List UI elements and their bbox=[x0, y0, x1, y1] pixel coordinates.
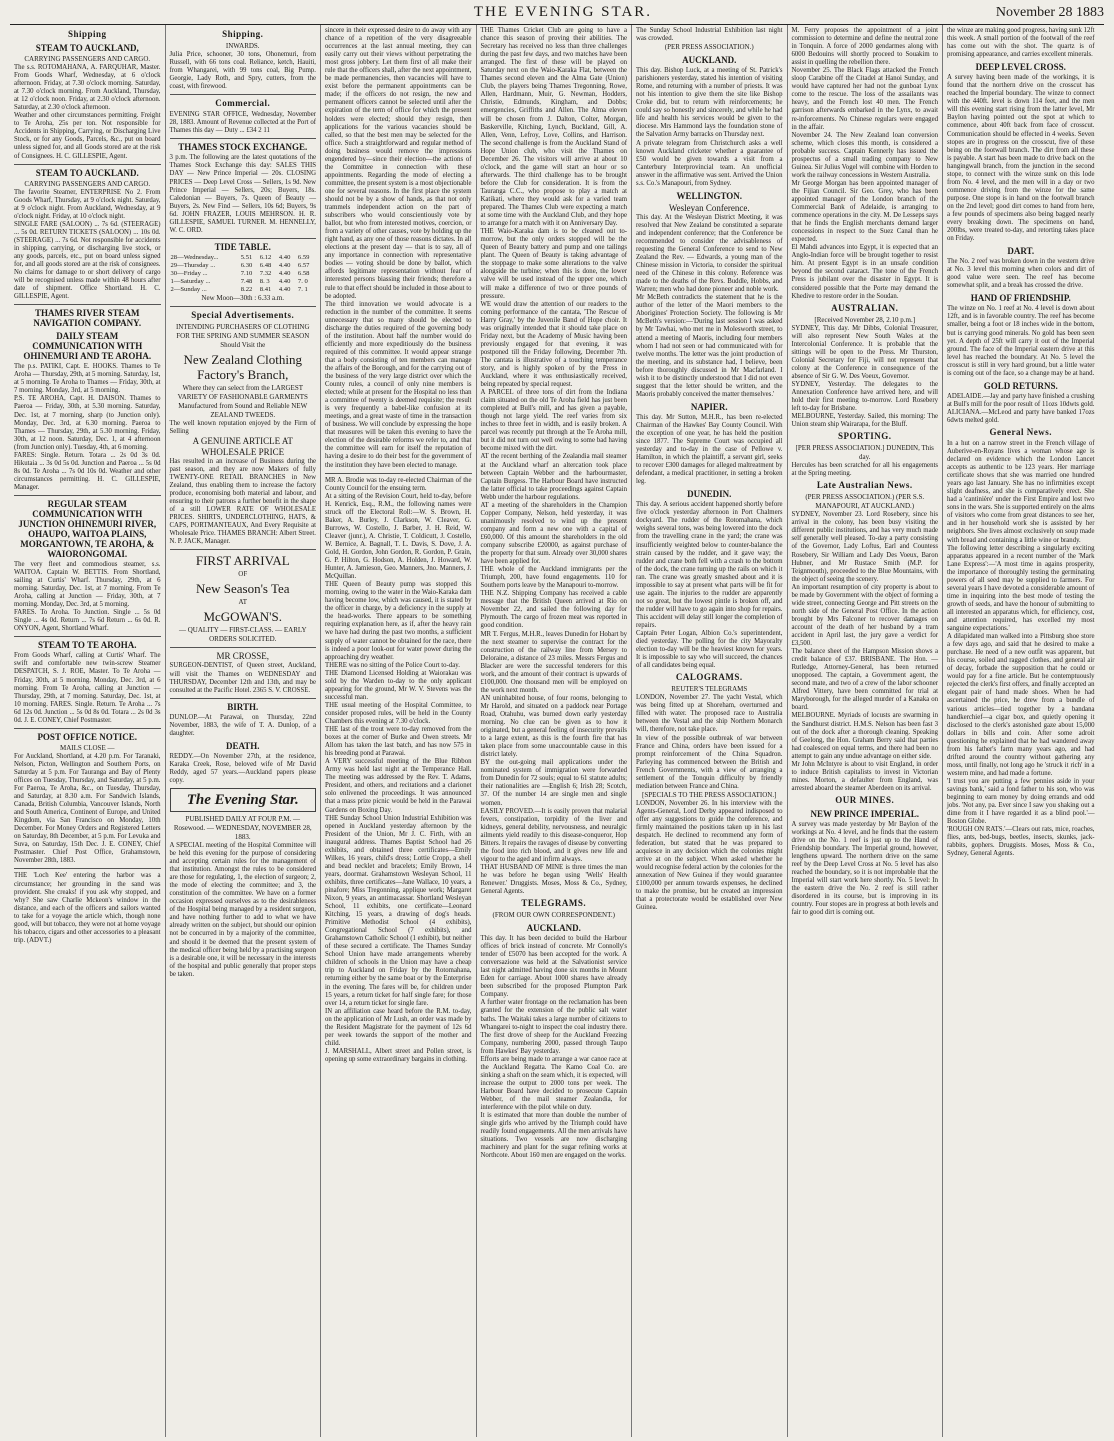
section-heading: Shipping. bbox=[222, 29, 264, 39]
article-paragraph: In a hut on a narrow street in the French village of Auberive-en-Royans lives a woman whose age is declared on evidence which the London Lancet accepts as authentic to be 123 years. Her marriage certificate shows that she was married one hundred years ago last January. She has no infirmities except slight deafness, and she is comparatively erect. She had a 'cantinière' under the First Empire and lost two sons in the wars. She is supported entirely on the alms of visitors who come from great distances to see her, and in her household work she is assisted by her neighbors. She lives almost exclusively on soup made with bread and containing a little wine or brandy. bbox=[947, 439, 1095, 544]
article-paragraph: THE Queen of Beauty pump was stopped this morning, owing to the water in the Waio-Karaka dam having become low, which was caused, it is stated by the officer in charge, by a deficiency in the supply at the head-works. There appears to be something requiring explanation here, as if, after the heavy rain we have had during the past two months, a sufficient supply of water cannot be obtained for the race, there is indeed a poor look-out for water power during the approaching dry weather. bbox=[325, 581, 472, 661]
article-paragraph: REDDY.—On November 27th, at the residence, Karaka Creek, Rose, beloved wife of Mr David Reddy, aged 57 years.—Auckland papers please copy. bbox=[169, 752, 316, 784]
article-paragraph: FARES: Single. Return. Totara ... 2s 0d 3s 0d. Hikutaia ... 3s 0d 5s 0d. Junction and Paeroa ... 5s 0d 8s 0d. Te Aroha ... 7s 0d 10s 0d. Weather and other circumstances permitting. H. C. GILLESPIE, Manager. bbox=[14, 451, 161, 491]
article-paragraph: Mr John McIntyre is about to visit England, in order to induce British capitalists to invest in Victorian mines. Morton, a defaulter from England, was arrested aboard the steamer Aberdeen on its arrival. bbox=[791, 760, 938, 792]
column-4 bbox=[477, 25, 633, 1437]
paper-nameplate: The Evening Star. bbox=[170, 788, 317, 812]
article-paragraph: SYDNEY, November 23. Lord Rosebery, since his arrival in the colony, has been busy visiting the different public institutions, and has very much made self generally well pleased. To-day a party consisting of the Governor, Lady Loftus, Earl and Countess Rosebery, Sir William and Lady Des Voeux, Baron Hubner, and Mr Rustace Smith (M.P. for Teignmouth), proceeded to the Blue Mountains, with the object of seeing the scenery. bbox=[791, 511, 938, 583]
article-paragraph: 'ROUGH ON RATS.'—Clears out rats, mice, roaches, flies, ants, bed-bugs, beetles, insects, skunks, jack-rabbits, gophers. Druggists. Moses, Moss & Co., Sydney, General Agents. bbox=[947, 826, 1095, 858]
lead-text: PUBLISHED DAILY AT FOUR P.M. — Rosewood. — WEDNESDAY, NOVEMBER 28, 1883. bbox=[173, 814, 312, 841]
article-title: THAMES STOCK EXCHANGE. bbox=[178, 142, 308, 153]
article-title: REGULAR STEAM COMMUNICATION WITH JUNCTION OHINEMURI RIVER, OHAUPO, WAITOA PLAINS, MORGANTOWN, TE AROHA, & WAIORONGOMAI. bbox=[18, 498, 157, 559]
table-cell: 8.41 bbox=[259, 285, 272, 293]
article-title: DAILY STEAM COMMUNICATION WITH OHINEMURI AND TE AROHA. bbox=[23, 331, 152, 362]
article-title: GOLD RETURNS. bbox=[983, 380, 1058, 391]
column-6 bbox=[788, 25, 944, 1437]
column-rule bbox=[170, 549, 317, 550]
table-cell: 6.59 bbox=[297, 253, 310, 261]
column-rule bbox=[170, 698, 317, 699]
article-paragraph: This day. It has been decided to build the Harbour offices of brick instead of concrete. Mr Connolly's tender of £5070 has been accepted for the work. A conversazione was held at the Salvationist service last night admitted having done six months in Mount Eden for carriage. About 1000 shares have already been subscribed for the proposed Plumpton Park Company. bbox=[480, 935, 627, 999]
article-paragraph: El Mahdi advances into Egypt, it is expected that an Anglo-Indian force will be brought together to resist him. At present Egypt is in an unsafe condition beyond the second cataract. The tone of the French Press is jubilant over the disaster in Egypt. It is considered possible that the Porte may demand the Khedive to restore order in the Soudan. bbox=[791, 244, 938, 300]
table-cell: 4.40 bbox=[278, 285, 291, 293]
article-title: DEATH. bbox=[225, 740, 260, 751]
lead-text: (PER PRESS ASSOCIATION.) (PER S.S. MANAPOURI, AT AUCKLAND.) bbox=[805, 493, 925, 511]
table-cell: 29—Thursday ... bbox=[170, 261, 216, 269]
column-rule bbox=[170, 94, 317, 95]
table-cell: 4.40 bbox=[278, 261, 291, 269]
tide-note: New Moon—30th : 6.33 a.m. bbox=[201, 293, 285, 302]
column-container bbox=[10, 25, 1104, 1437]
lead-text: MAILS CLOSE — bbox=[60, 743, 115, 752]
article-paragraph: LONDON, November 27. The yacht Vestal, which was being fitted up at Shoreham, overturned and filled with water. The proposed race to Australia between the Vestal and the ship Northern Monarch will, therefore, not take place. bbox=[636, 694, 783, 734]
article-title: TIDE TABLE. bbox=[214, 241, 271, 252]
lead-text: REUTER'S TELEGRAMS bbox=[671, 685, 748, 694]
article-paragraph: At a sitting of the Revision Court, held to-day, before H. Kenrick, Esq., R.M., the following names were struck off the Electoral Roll:—W. S. Brown, H. Baker, A. Burley, J. Clarkson, W. Cleaver, G. Burrows, W. Costello, J. Barber, J. H. Reid, W. Cleaver (junr.), A. Christie, T. Coldicutt, J. Costello, W. Bernice, A. Bagnall, T. L. Davis, S. Dove, J. A. Gold, H. Gordon, John Gordon, R. Gordon, P. Grain, G. P. Hilton, G. Hodson, A. Holden, J. Howard, W. Hunter, A. Jamieson, Geo. Manners, Jno. Manners, J. McQuillan. bbox=[325, 492, 472, 581]
article-paragraph: The p.s. PATIKI, Capt. E. HOOKS. Thames to Te Aroha — Thursday, 29th, at 5 morning. Saturday, 1st, at 5 morning. Te Aroha to Thames — Friday, 30th, at 7 morning. Monday, 3rd, at 5 morning. bbox=[14, 363, 161, 395]
newspaper-title: THE EVENING STAR. bbox=[473, 4, 653, 20]
lead-text: AT bbox=[238, 598, 248, 607]
article-title: NAPIER. bbox=[690, 401, 728, 412]
article-title: AUCKLAND. bbox=[526, 923, 581, 934]
column-rule bbox=[170, 647, 317, 648]
table-cell: 8.22 bbox=[240, 285, 253, 293]
article-paragraph: IN an affiliation case heard before the R.M. to-day, on the application of Mr Lush, an order was made by the Resident Magistrate for the payment of 12s 6d per week towards the support of the mother and child. bbox=[325, 1007, 472, 1047]
article-title: AUCKLAND. bbox=[682, 55, 737, 66]
article-paragraph: Hercules has been scratched for all his engagements at the Spring meeting. bbox=[791, 462, 938, 478]
lead-text: (PER PRESS ASSOCIATION.) bbox=[664, 43, 754, 52]
table-cell: 1—Saturday ... bbox=[170, 277, 211, 285]
article-paragraph: The third innovation we would advocate is a reduction in the number of the committee. It seems unnecessary that so many should be elected to discharge the duties required of the governing body of the institution. About half the number would do efficiently and more expeditiously do the business required of this committee. It would appear strange that a body consisting of ten members can manage the affairs of the Borough, and for the carrying out of the business of the very large district over which the County rules, a council of only nine members is elected; while at present for the Hospital no less than a committee of twenty is deemed requisite; the result is very frequently a babel-like confusion at its meetings, and a great waste of time in the transaction of business. We will conclude by expressing the hope that measures will be taken this evening to have the election of the desirable reforms we refer to, and that the committee will earn for itself the reputation of having a desire to do their best for the government of the institution they have been elected to manage. bbox=[325, 300, 472, 469]
section-heading: Shipping bbox=[67, 29, 107, 39]
article-paragraph: FARES. To Aroha. To Junction. Single ... 5s 0d Single ... 4s 0d. Return ... 7s 6d Return ... 6s 0d. R. ONYON, Agent, Shortland Wharf. bbox=[14, 609, 161, 633]
article-paragraph: A dilapidated man walked into a Pittsburg shoe store a few days ago, and said that he desired to make a purchase. He need of a new outfit was apparent, but his course, soiled and ragged clothes, and general air of decay, forbade the supposition that he could or would pay for a fine article. But he contemptuously rejected the clerk's first offers, and finally accepted an elegant pair of hand made shoes. When he had ascertained the price, he drew from a bundle of various articles—tied together by a bandana handkerchief—a cigar box, and quietly opening it disclosed to the clerk's astonished gaze about 15,000 dollars in bills and coin. After some adroit questioning he explained that he had wandered away from his father's farm many years ago, and had drifted around the country without gathering any moss, until finally, not long ago he 'struck it rich' in a western mine, and had made a fortune. bbox=[947, 633, 1095, 777]
article-paragraph: MELBOURNE, Yesterday. Sailed, this morning: The Union steam ship Wairarapa, for the Bluff. bbox=[791, 413, 938, 429]
article-paragraph: A further water frontage on the reclamation has been granted for the extension of the public salt water baths. The Waitaki takes a large number of citizens to Whangarei to-night to inspect the coal industry there. The first drove of sheep for the Auckland Freezing Company, numbering 2000, passed through Taupo from Hawkes' Bay yesterday. bbox=[480, 999, 627, 1055]
article-paragraph: MR A. Brodie was to-day re-elected Chairman of the County Council for the ensuing term. bbox=[325, 476, 472, 492]
section-heading: CALOGRAMS. bbox=[675, 672, 743, 683]
article-paragraph: P.S. TE AROHA, Capt. H. DAISON. Thames to Paeroa — Friday, 30th, at 5.30 morning. Saturday, Dec. 1st, at 7 morning, sharp (to Junction only). Monday, Dec. 3rd, at 6.30 morning. Paeroa to Thames — Thursday, 29th, at 5.30 morning. Friday, 30th, at 12 noon. Saturday, Dec. 1, at 4 afternoon (from Junction only). Tuesday, 4th, at 6 morning. bbox=[14, 395, 161, 451]
article-paragraph: This day. Mr Sutton, M.H.R., has been re-elected Chairman of the Hawkes' Bay County Council. With the exception of one year, he has held the position since 1877. The Supreme Court was occupied all yesterday and to-day in the case of Pellowe v. Hamilton, in which the plaintiff, a servant girl, seeks to recover £300 damages for alleged maltreatment by defendant, a medical practitioner, in setting a broken leg. bbox=[636, 413, 783, 486]
article-paragraph: EASILY PROVED.—It is easily proven that malarial fevers, constipation, torpidity of the liver and kidneys, general debility, nervousness, and neuralgic ailments yield readily to this disease-conqueror, Hop Bitters. It repairs the ravages of disease by converting the food into rich blood, and it gives new life and vigour to the aged and infirm always. bbox=[480, 807, 627, 863]
issue-date: November 28 1883 bbox=[995, 5, 1104, 20]
article-paragraph: BY the out-going mail applications under the nominated system of immigration were forwarded from Dunedin for 72 souls; equal to 61 statute adults; their nationalities are —English 6; Irish 28; Scotch, 37. Of the number 14 are single men and single women. bbox=[480, 759, 627, 807]
section-heading: SPORTING. bbox=[838, 431, 892, 442]
lead-text: Where they can select from the LARGEST VARIETY OF FASHIONABLE GARMENTS Manufactured from Sound and Reliable NEW ZEALAND TWEEDS. bbox=[177, 383, 308, 419]
page-header bbox=[10, 4, 1104, 25]
article-paragraph: Captain Peter Logan, Albion Co.'s superintendent, died yesterday. The polling for the city Mayoralty election to-day will be the heaviest known for years. It is impossible to say who will succeed, the chances of all candidates being equal. bbox=[636, 630, 783, 670]
article-paragraph: THAT HUSBAND OF MINE is three times the man he was before he began using 'Wells' Health Renewer.' Druggists. Moses, Moss & Co., Sydney, General Agents. bbox=[480, 863, 627, 896]
section-heading: OUR MINES. bbox=[835, 794, 895, 805]
table-cell: 6.48 bbox=[259, 261, 272, 269]
lead-text: INWARDS. bbox=[225, 42, 260, 50]
article-paragraph: SYDNEY, Yesterday. The delegates to the Annexation Conference have arrived here, and will hold their first meeting to-morrow. Lord Rosebery left to-day for Brisbane. bbox=[791, 380, 938, 413]
table-row bbox=[170, 278, 317, 286]
lead-text: CARRYING PASSENGERS AND CARGO. bbox=[24, 179, 151, 188]
table-cell: 7.10 bbox=[240, 269, 253, 277]
article-title: STEAM TO AUCKLAND. bbox=[35, 167, 139, 178]
column-rule bbox=[170, 238, 317, 239]
article-paragraph: The No. 2 reef was broken down in the western drive at No. 3 level this morning when colors and dirt of good value were seen. The reef has become somewhat split, and a break has crossed the drive. bbox=[947, 258, 1095, 290]
column-rule bbox=[170, 138, 317, 139]
lead-text: [SPECIALS TO THE PRESS ASSOCIATION.] bbox=[642, 790, 777, 799]
article-title: THAMES RIVER STEAM NAVIGATION COMPANY. bbox=[33, 308, 142, 329]
article-title: STEAM TO AUCKLAND, bbox=[35, 43, 139, 53]
article-paragraph: sincere in their expressed desire to do away with any chance of a repetition of the very disagreeable occurrences at the last annual meeting, they can easily carry out their views without perpetrating the most gross jobbery. Let them first of all make their rule that the officers shall, after the next appointment, be made permanencies, then vacancies will have to exist before the permanent appointments can be made; if the officers do not resign, the new and permanent officers cannot be selected until after the expiration of the term of office for which the present holders were elected; should they resign, then applications for the various vacancies should be called, so that the best men may be selected for the office. Such a straightforward and regular method of doing business would remove the impressions engendered by—since their election—the actions of the Committee in connection with these appointments. Regarding the mode of electing a committee, the present system is a most objectionable one for several reasons. In the first place the system should not be by a show of hands, as that not only trammels independent action on the part of subscribers who would conscientiously vote by ballot, but who from interested motives, coercion, or from a variety of other causes, vote by holding up the right hand, as any one of those reasons dictates. In all elections at the present day — that is to say, all of any importance in connection with representative bodies — voting should be done by ballot, which affords legitimate representation without fear of interested persons biassing their friends; therefore a rule to that effect should be included in those about to be adopted. bbox=[325, 27, 472, 300]
article-paragraph: SURGEON-DENTIST, of Queen street, Auckland, will visit the Thames on WEDNESDAY and THURSDAY, December 12th and 13th, and may be consulted at the Pacific Hotel. 2365 S. V. CROSSE. bbox=[169, 662, 316, 694]
article-title: POST OFFICE NOTICE. bbox=[37, 731, 138, 742]
column-2 bbox=[166, 25, 322, 1437]
article-paragraph: The favorite Steamer, ENTERPRISE No 2. From Goods Wharf, Thursday, at 9 o'clock night. Saturday, at 9 o'clock night. From Auckland, Wednesday, at 9 o'clock night. Friday, at 10 o'clock night. bbox=[14, 188, 161, 220]
table-cell: 6.12 bbox=[259, 253, 272, 261]
tide-table bbox=[170, 254, 317, 294]
article-paragraph: THE Thames Cricket Club are going to have a chance this season of proving their abilities. The Secretary has received no less than three challenges during the past few days, and two matches have been arranged. The first of these will be played on Saturday next on the Waio-Karaka Flat, between the Thames second eleven and the Alma Gate (Union) Club, the players being Thames Tregonning, Rowe, Allen, Hardmann, Muir, G. Newman, Hodders, Christie, Edmunds, Kingham, and Dobbs; emergencies, Griffiths and Allen. The Alma eleven will be chosen from J. Dalton, Colter, Morgan, Baskerville, Kitching, Lynch, Buckland, Gill, A. Allen, Venn, Lefroy, Love, Collins, and Harrison. The second challenge is from the Auckland Stand of Hope Union club, who visit the Thames on December 26. The visitors will arrive at about 10 o'clock, and the game will start an hour or so afterwards. The third challenge has to be brought before the Club for consideration. It is from the Tauranga C.C., who propose to play a match at Katikati, where they would ask for a varied team prepared. The Thames Club were expecting a match at some time with the Auckland Club, and they hope to arrange for a match with it on Anniversary Day. bbox=[480, 27, 627, 228]
article-paragraph: THE N.Z. Shipping Company has received a cable message that the British Queen arrived at Rio on November 22, and sailed the following day for Plymouth. The cargo of frozen meat was reported in good condition. bbox=[480, 590, 627, 630]
table-cell: 7. 1 bbox=[297, 285, 308, 293]
article-paragraph: A SPECIAL meeting of the Hospital Committee will be held this evening for the purpose of considering and accepting certain rules for the management of that institution. Amongst the rules to be considered are those for regulating, 1, the election of surgeon; 2, the mode of electing the committee; and 3, the constitution of the committee. We have on a former occasion expressed ourselves as to the desirableness of the Hospital being managed by a resident surgeon, and have nothing further to add to what we have already written on the subject, but should our opinion not be concurred in by a majority of the committee, and should it be deemed that the present system of the medical officer being held by a practising surgeon is a desirable one, it will be necessary in the interests of the hospital and public generally that proper steps be taken. bbox=[169, 841, 316, 978]
column-rule bbox=[14, 164, 161, 165]
column-rule bbox=[14, 495, 161, 496]
section-heading: TELEGRAMS. bbox=[521, 898, 587, 909]
article-paragraph: THERE was no sitting of the Police Court to-day. bbox=[325, 661, 460, 669]
column-rule bbox=[14, 304, 161, 305]
advertisement-subhead: MR CROSSE, bbox=[216, 651, 270, 662]
column-rule bbox=[14, 728, 161, 729]
article-paragraph: It is estimated that more than double the number of single girls who arrived by the Triumph could have readily found engagements. All the men arrivals have situations. Two vessels are now discharging machinery and plant for the sugar refining works at Northcote. About 160 men are engaged on the works. bbox=[480, 1112, 627, 1160]
advertisement-subhead: Wesleyan Conference. bbox=[668, 202, 750, 213]
table-cell: 5.51 bbox=[240, 253, 253, 261]
article-paragraph: A survey was made yesterday by Mr Baylon of the workings at No. 4 level, and he finds that the eastern drive on the No. 1 reef is just up to the Hand of Friendship boundary. The Imperial ground, however, lengthens upward. The northern drive on the same reef by the Deep Level Cross at No. 5 level has also reached the boundary, so it is not improbable that the Imperial will start work here shortly. No. 5 level: In the eastern drive the No. 2 reef is still rather disordered in its course, but is improving in its country. Four stopes are in progress at both levels and fair to good dirt is coming out. bbox=[791, 820, 938, 917]
article-paragraph: Weather and other circumstances permitting. Freight to Te Aroha, 25s per ton. Not responsible for Accidents in Shipping, Carrying, or Discharging Live Stock, or for any Goods, Parcels, &c., put on board unless signed for, and all Goods stored are at the risk of Consignees. H. C. GILLESPIE, Agent. bbox=[14, 112, 161, 160]
article-paragraph: A survey having been made of the workings, it is found that the northern drive on the crosscut has reached the Imperial boundary. The winze to connect with the 440ft. level is down 114 feet, and the men will this evening start rising from the latter level, Mr Baylon having pointed out the spot at which to commence, about 40ft back from face of crosscut. Communication should be effected in 4 weeks. Seven stopes are in progress on the crosscut, five of these being on the footwall branch. The dirt from all these is payable. A start has been made to drive back on the hangingwall branch, from the junction in the second stope, to connect with the winze sunk on this lode from No. 4 level, and the men will in a day or two commence driving from the winze for the same purpose. One stope is in hand on the footwall branch on the 2nd level; good dirt comes to hand from here, a few pounds of specimens also being bagged nearly every breaking down. The specimens on hand, 200lbs, were treated to-day, and retorting takes place on Friday. bbox=[947, 74, 1095, 243]
lead-text: — QUALITY — FIRST-CLASS. — EARLY ORDERS SOLICITED. bbox=[178, 626, 307, 644]
article-paragraph: EVENING STAR OFFICE, Wednesday, November 28, 1883. Amount of Revenue collected at the Port of Thames this day — Duty ... £34 2 11 bbox=[169, 111, 316, 135]
advertisement-headline: McGOWAN'S. bbox=[203, 609, 283, 625]
advertisement-subhead: A GENUINE ARTICLE AT WHOLESALE PRICE bbox=[192, 435, 293, 457]
article-paragraph: From Goods Wharf, calling at Curtis' Wharf. The swift and comfortable new twin-screw Steamer DESPATCH, S. J. ROE, Master. To Te Aroha — Friday, 30th, at 5 morning. Monday, Dec. 3rd, at 6 morning. From Te Aroha, calling at Junction — Thursday, 29th, at 7 morning. Saturday, Dec. 1st, at 10 morning. FARES. Single. Return. Te Aroha ... 7s 6d 12s 0d. Junction ... 5s 0d 8s 0d. Totara ... 2s 0d 3s 0d. J. E. CONEY, Chief Postmaster. bbox=[14, 652, 161, 724]
column-rule bbox=[14, 636, 161, 637]
article-paragraph: THE whole of the Auckland immigrants per the Triumph, 200, have found engagements. 110 for Southern ports leave by the Manapouri to-morrow. bbox=[480, 566, 627, 590]
article-paragraph: M. Ferry proposes the appointment of a joint commission to determine and define the neutral zone in Tonquin. A force of 2000 gendarmes along with 6000 Bedouins will shortly proceed to Souakim to assist in quelling the rebellion there. bbox=[791, 27, 938, 67]
article-paragraph: The s.s. ROTOMAHANA, A. FARQUHAR, Master. From Goods Wharf, Wednesday, at 6 o'clock afternoon. Friday, at 7.30 o'clock morning. Saturday, at 7.30 o'clock morning. From Auckland, Thursday, at 12 o'clock noon. Friday, at 2.30 o'clock afternoon. Saturday, at 2.30 o'clock afternoon. bbox=[14, 64, 161, 112]
lead-text: (FROM OUR OWN CORRESPONDENT.) bbox=[492, 911, 615, 920]
advertisement-headline: New Season's Tea bbox=[195, 581, 290, 597]
column-rule bbox=[325, 473, 472, 474]
table-cell: 6.57 bbox=[297, 261, 310, 269]
table-cell: 7.32 bbox=[259, 269, 272, 277]
article-title: HAND OF FRIENDSHIP. bbox=[970, 293, 1071, 304]
table-cell: 2—Sunday ... bbox=[170, 285, 207, 293]
article-paragraph: J. MARSHALL, Albert street and Pollen street, is opening up some extraordinary bargains in clothing. bbox=[325, 1047, 472, 1063]
lead-text: [PER PRESS ASSOCIATION.] DUNEDIN, This day. bbox=[795, 444, 934, 462]
article-paragraph: WE would draw the attention of our readers to the coming performance of the cantata, 'The Rescue of Harry Gray,' by the Juvenile Band of Hope choir. It was originally intended that it should take place on Friday next, but the Academy of Music having been previously engaged for that evening, it was postponed till the Friday following, December 7th. The cantata is illustrative of a touching temperance story, and is highly spoken of by the Press in Auckland, where it was enthusiastically received, being repeated by special request. bbox=[480, 300, 627, 389]
table-row bbox=[170, 286, 317, 294]
article-paragraph: THE Sunday School Union Industrial Exhibition was opened in Auckland yesterday afternoon by the President of the Union, Mr J. C. Firth, with an inaugural address. Thames Baptist School had 26 exhibits, and obtained three certificates—Emily Wilkes, 16 years, child's dress; Lottie Cropp, a shell and bead necklet and bracelets; Emily Brown, 14 years, doormat. Grahamstown Wesleyan School, 11 exhibits, three certificates—Jane Wallace, 10 years, a pinafore; Miss Tregonning, applique work; Margaret Nixon, 9 years, an antimacassar. Shortland Wesleyan School, 11 exhibits, one certificate—Leonard Kitching, 15 years, a drawing of dog's heads. Primitive Methodist School (4 exhibits), Congregational School (7 exhibits), and Grahamstown Catholic School (1 exhibit), but neither of these secured a certificate. The Thames Sunday School Union have made arrangements whereby children of schools in the Union may have a cheap trip to Auckland on Friday by the Rotomahana, returning either by the same boat or by the Enterprise in the evening. The fares will be, for children under 15 years, a return ticket for half single fare; for those over 14, a return ticket for single fare. bbox=[325, 814, 472, 1007]
lead-text: [Received November 28, 2.10 p.m.] bbox=[814, 315, 916, 324]
table-cell: 4.40 bbox=[278, 269, 291, 277]
section-heading: Special Advertisements. bbox=[191, 309, 295, 320]
table-cell: 4.40 bbox=[278, 253, 291, 261]
article-title: NEW PRINCE IMPERIAL. bbox=[810, 808, 920, 819]
table-cell: 28—Wednesday... bbox=[170, 253, 219, 261]
section-heading: Commercial. bbox=[215, 98, 271, 109]
article-paragraph: AN uninhabited house, of four rooms, belonging to Mr Harold, and situated on a paddock near Portage Road, Otahuhu, was burned down early yesterday morning. No clue can be given as to how it originated, but a general feeling of insecurity prevails to a large extent, as this is the fourth fire that has taken place from some unaccountable cause in this district lately. bbox=[480, 694, 627, 759]
table-cell: 6.30 bbox=[240, 261, 253, 269]
table-row bbox=[170, 254, 317, 262]
article-paragraph: The balance sheet of the Hampson Mission shows a credit balance of £37. BRISBANE. The Hon. — Rutledge, Attorney-General, has been returned unopposed. The captain, a Government agent, the second mate, and two of a crew of the labor schooner Alfred Vittery, have been committed for trial at Maryborough, for the alleged murder of a Kanaka on board. bbox=[791, 648, 938, 712]
section-heading: AUSTRALIAN. bbox=[831, 302, 899, 313]
article-paragraph: Efforts are being made to arrange a war canoe race at the Auckland Regatta. The Kamo Coal Co. are sinking a shaft on the seam which, it is expected, will increase the output to 2000 tons per week. The Harbour Board have decided to prosecute Captain Webber, of the mail steamer Zealandia, for interference with the pilot while on duty. bbox=[480, 1055, 627, 1112]
column-rule bbox=[170, 306, 317, 307]
article-title: STEAM TO TE AROHA. bbox=[37, 640, 137, 651]
article-paragraph: Mr George Morgan has been appointed manager of the Fijian Council. Sir Geo. Grey, who has been appointed manager of the London branch of the Commercial Bank of Adelaide, is arranging to commence operations in the city. M. De Lesseps says that he finds the English merchants demand larger concessions in respect to the Suez Canal than he expected. bbox=[791, 179, 938, 244]
article-paragraph: Julia Price, schooner, 30 tons, Ohonemuri, from Russell, with 66 tons coal. Reliance, ketch, Hauiti, from Whangarei, with 99 tons coal, Big Pump. Georgie, Lady Roth, and Spry, cutters, from the coast, with firewood. bbox=[169, 51, 316, 91]
article-paragraph: November 25. The Black Flags attacked the French sloop Carabine off the Citadel at Hanoi Sunday, and would have captured her had not the gunboat Lynx come to the rescue. The loss of the assailants was heavy, and the French lost 40 men. The French garrison afterwards embarked in the Lynx, to await re-inforcements. No Chinese regulars were engaged in the affair. bbox=[791, 67, 938, 131]
table-cell: 8. 3 bbox=[259, 277, 270, 285]
article-paragraph: Mr McBeth contradicts the statement that he is the author of the letter of the Maori members to the Aborigines' Protection Society. The following is Mr McBeth's version:—'During last session I was asked by Mr Tawhai, who met me in Molesworth street, to attend a meeting of Maoris, including four members whom I had not seen or had communicated with for twelve months. The letter was the joint production of the meeting, and its substance had, I believe, been before thoroughly discussed in Mr Macfarland. I wish it to be distinctly understood that I did not even suggest that the letter should be written, and the Maoris probably conceived the matter themselves.' bbox=[636, 294, 783, 398]
table-cell: 4.40 bbox=[278, 277, 291, 285]
article-title: DART. bbox=[1007, 246, 1035, 257]
lead-text: CARRYING PASSENGERS AND CARGO. bbox=[24, 55, 151, 63]
column-1 bbox=[10, 25, 166, 1437]
article-paragraph: MELBOURNE. Myriads of locusts are swarming in the Sandhurst district. H.M.S. Nelson has been fast 3 out of the dock after a thorough cleaning. Speaking of Geelong, the Hon. Graham Berry said that parties had coalesced on equal terms, and there had been no attempt to gain any undue advantage on either side. bbox=[791, 712, 938, 760]
table-row bbox=[170, 262, 317, 270]
column-3 bbox=[321, 25, 477, 1437]
article-paragraph: A VERY successful meeting of the Blue Ribbon Army was held last night at the Temperance Hall. The meeting was addressed by the Rev. T. Adams, President, and others, and recitations and a clarionet solo enlivened the proceedings. It was announced that a mass prize picnic would be held in the Parawai Gardens on Boxing Day. bbox=[325, 758, 472, 814]
article-paragraph: For Auckland, Shortland, at 4.20 p.m. For Taranaki, Nelson, Picton, Wellington and Southern Ports, on Saturday at 5 p.m. For Tauranga and Bay of Plenty offices on Tuesday, Thursday, and Saturday, at 5 p.m. For Paeroa, Te Aroha, &c., on Tuesday, Thursday, and Saturday, at 8.30 a.m. For Sandwich Islands, Canada, British Columbia, Vancouver Islands, North and South America, Continent of Europe, and United Kingdom, via San Francisco on Monday, 10th December. For Money Orders and Registered Letters on Saturday, 8th December, at 5 p.m. For Levuka and Suva, on Saturday, 15th Dec. J. E. CONEY, Chief Postmaster. Chief Post Office, Grahamstown, November 28th, 1883. bbox=[14, 752, 161, 865]
article-title: WELLINGTON. bbox=[676, 190, 743, 201]
article-paragraph: 'I trust you are putting a few pennies aside in your savings bank,' said a fond father to his son, who was beginning to earn money by doing errands and odd jobs. 'Not any, pa. Ever since I saw you shaking out a dime from it I have regarded it as a blind pool.'—Boston Globe. bbox=[947, 777, 1095, 826]
article-paragraph: THE 'Loch Kee' entering the harbor was a circumstance; her grounding in the sand was provident. She creaks! if you ask why stopped, and why? She saw Charlie Mckeon's window in the distance, and each of the officers and sailors wanted to take for a voyage the article which, though none good, will but tobacco, they were not at home voyage his tobacco, cigars and other accessories to a pleasant trip. (ADVT.) bbox=[14, 872, 161, 944]
article-paragraph: THE last of the trout were to-day removed from the boxes at the corner of Burke and Owen streets. Mr Allom has taken the last batch, and has now 575 in his breeding pond at Parawai. bbox=[325, 726, 472, 758]
lead-text: INTENDING PURCHASERS OF CLOTHING FOR THE SPRING AND SUMMER SEASON Should Visit the bbox=[175, 322, 310, 349]
article-title: DUNEDIN. bbox=[687, 489, 732, 500]
table-row bbox=[170, 270, 317, 278]
article-paragraph: LONDON, November 26. In his interview with the Agents-General, Lord Derby appeared indisposed to offer any suggestions to guide the conference, and firmly maintained the positions taken up in his last despatch. He declined to recommend any form of federation, but stated that he was prepared to acquiesce in any decision which the colonies might arrive at on the subject. When asked whether he would recognise federal action by the colonies for the annexation of New Guinea if they would guarantee £100,000 per annum towards expenses, he declined to make the promise, but he created an impression that a protectorate would be established over New Guinea. bbox=[636, 799, 783, 912]
article-paragraph: THE Diamond Licensed Holding at Waiorakau was sold by the Warden to-day to the only applicant appearing for the ground, Mr W. V. Stevens was the successful man. bbox=[325, 669, 472, 701]
article-paragraph: ADELAIDE.—Jay and party have finished a crushing at Bull's mill for the poor result of 11ozs 10dwts gold. ALICIANA.—McLeod and party have banked 17ozs 6dwts melted gold. bbox=[947, 392, 1095, 424]
article-paragraph: The Sunday School Industrial Exhibition last night was crowded. bbox=[636, 27, 783, 43]
article-paragraph: This day. A serious accident happened shortly before five o'clock yesterday afternoon in Port Chalmers dockyard. The rudder of the Rotomahana, which weighs several tons, was being lowered into the dock from the travelling crane in the yard; the crane was insufficiently weighted below to counter-balance the strain caused by the rudder, and it gave way; the rudder and crane both fell with a crash to the bottom of the dock, the crane turning up the rails on which it ran. The crane was greatly smashed about and it is impossible to say at present what parts will be fit for use again. The injuries to the rudder are apparently not so great, but the lowest pintle is broken off, and the rudder will have to go again into shop for repairs. This accident will delay still longer the completion of repairs. bbox=[636, 501, 783, 629]
article-title: DEEP LEVEL CROSS. bbox=[975, 62, 1066, 73]
article-paragraph: the winze are making good progress, having sunk 12ft this week. A small portion of the footwall of the reef has come out with the shot. The quartz is of promising appearance, and carries excellent minerals. bbox=[947, 27, 1095, 59]
article-paragraph: An important resumption of city property is about to be made by Government with the object of forming a wide street, connecting George and Pitt streets on the north side of the General Post Office. In the action brought by Mrs Falconer to recover damages on account of the death of her husband by a tram accident in April last, the jury gave a verdict for £3,500. bbox=[791, 583, 938, 648]
article-paragraph: SINGLE FARE (SALOON) ... 7s 6d. (STEERAGE) ... 5s 0d. RETURN TICKETS (SALOON) ... 10s 0d. (STEERAGE) ... 7s 6d. Not responsible for accidents in shipping, carrying, or discharging live stock, or any goods, parcels, etc., put on board unless signed for, and all goods stored are at the risk of consignees. No claims for damage to or short delivery of cargo will be recognised unless made within 48 hours after date of shipment. Office Shortland. H. C. GILLESPIE, Agent. bbox=[14, 220, 161, 301]
article-title: BIRTH. bbox=[227, 701, 259, 712]
column-7 bbox=[943, 25, 1099, 1437]
column-5 bbox=[632, 25, 788, 1437]
article-paragraph: The very fleet and commodious steamer, s.s. WAITOA. Captain W. BETTIS. From Shortland, sailing at Curtis' Wharf. Thursday, 29th, at 6 morning. Saturday, Dec. 1st, at 7 morning. From Te Aroha, calling at Junction — Friday, 30th, at 7 morning. Monday, Dec. 3rd, at 5 morning. bbox=[14, 560, 161, 609]
column-rule bbox=[14, 868, 161, 869]
table-cell: 7.48 bbox=[240, 277, 253, 285]
article-paragraph: November 24. The New Zealand loan conversion scheme, which closes this month, is considered a probable success. Captain Kennerly has issued the prospectus of a small trading company to New Guinea. Sir Julius Vogel will combine with Horden to work the railway concessions in Western Australia. bbox=[791, 131, 938, 179]
article-paragraph: THE usual meeting of the Hospital Committee, to consider proposed rules, will be held in the County Chambers this evening at 7.30 o'clock. bbox=[325, 701, 472, 725]
article-paragraph: In view of the possible outbreak of war between France and China, orders have been issued for a prompt reinforcement of the China Squadron. Parleying has commenced between the British and French Governments, with a view of arranging a settlement of the Tonquin difficulty by friendly mediation between France and China. bbox=[636, 734, 783, 790]
section-heading: Late Australian News. bbox=[816, 480, 913, 491]
article-paragraph: MR T. Fergus, M.H.R., leaves Dunedin for Hobart by the next steamer to supervise the contract for the construction of the railway line from Mersey to Deloraine, a distance of 23 miles. Messrs Fergus and Blacker are were the successful tenderers for this work, and the amount of their contract is upwards of £100,000. One thousand men will be employed on the work next month. bbox=[480, 630, 627, 694]
article-paragraph: AT the recent berthing of the Zealandia mail steamer at the Auckland wharf an altercation took place between Captain Webber and the harbourmaster, Captain Burgess. The Harbour Board have instructed the latter official to take proceedings against Captain Webb under the harbour regulations. bbox=[480, 453, 627, 501]
section-heading: General News. bbox=[989, 426, 1052, 437]
article-paragraph: The following letter describing a singularly exciting apparatus appeared in a recent number of the 'Mark Lane Express':—'A most time in agains prosperity, the importance of thoroughly testing the germinating powers of all seed may be supplied to farmers. For several years I have devoted a considerable amount of time in inquiring into the best mode of testing the growth of seeds, and have the honour of submitting to all interested an apparatus which, for efficiency, cost, and attention required, has excelled my most sanguine expectations.' bbox=[947, 544, 1095, 633]
article-paragraph: 3 p.m. The following are the latest quotations of the Thames Stock Exchange this day: SALES THIS DAY — New Prince Imperial — 20s. CLOSING PRICES — Deep Level Cross — Sellers, 1s 9d. New Prince Imperial — Sellers, 20s; Buyers, 18s. Caledonian — Buyers, 7s. Queen of Beauty — Buyers, 2s. New Find — Sellers, 10s 6d; Buyers, 9s 6d. JOHN FRAZER, LOUIS MEHRSON. H. R. GILLESPIE, SAMUEL TURNER. M. HENNELLY, W. C. ORD. bbox=[169, 154, 316, 234]
table-cell: 30—Friday ... bbox=[170, 269, 208, 277]
article-paragraph: This day. At the Wesleyan District Meeting, it was resolved that New Zealand be constituted a separate and independent conference; that the Conference be recommended to consider the advisableness of requesting the General Conference to send to New Zealand the Rev. — Edwards, a young man of the Chinese mission in Victoria, to consider the spiritual need of the Chinese in this colony. Reference was made to the deaths of the Revs. Buddle, Hobbs, and Warren; men who had done pioneer and noble work. bbox=[636, 213, 783, 294]
lead-text: OF bbox=[238, 570, 248, 579]
table-cell: 7. 0 bbox=[297, 277, 308, 285]
advertisement-headline: New Zealand Clothing Factory's Branch, bbox=[183, 351, 302, 382]
table-cell: 6.58 bbox=[297, 269, 310, 277]
article-paragraph: A private telegram from Christchurch asks a well known Auckland cricketer whether a guarantee of £50 would be given towards a visit from a Canterbury Interprovincial team. An unofficial answer in the affirmative was sent. Arrived the Union s.s. Co.'s Manapouri, from Sydney. bbox=[636, 139, 783, 187]
article-paragraph: A PARCEL of three tons of dirt from the Indiana claim situated on the old Te Aroha field has just been completed at Bull's mill, and has given a payable, though not large yield. The reef varies from six inches to three feet in width, and is easily broken. A parcel was recently put through at the Te Aroha mill, but it did not turn out well owing to some bad having become mixed with the dirt. bbox=[480, 389, 627, 453]
article-paragraph: The winze on No. 1 reef at No. 4 level is down about 12ft, and is in favorable country. The reef has become smaller, being a foot or 18 inches wide in the bottom, but is carrying good minerals. No gold has been seen yet. A depth of 25ft will carry it out of the Imperial ground. The face of the Imperial eastern drive at this level has reached the boundary. At No. 5 level the crosscut is still in very hard ground, but a little water is coming out of the face, so a change may be at hand. bbox=[947, 305, 1095, 377]
article-paragraph: DUNLOP.—At Parawai, on Thursday, 22nd November, 1883, the wife of T. A. Dunlop, of a daughter. bbox=[169, 713, 316, 737]
article-paragraph: THE Waio-Karaka dam is to be cleaned out to-morrow, but the only orders stopped will be the Queen of Beauty battery and pump and one tailings plant. The Queen of Beauty is taking advantage of the stoppage to make some alterations to the valve alongside the turbine; when this is done, the lower valve will be used instead of the upper one, which will make a difference of two or three pounds of pressure. bbox=[480, 228, 627, 300]
article-paragraph: SYDNEY, This day. Mr Dibbs, Colonial Treasurer, will also represent New South Wales at the Intercolonial Conference. It is probable that the sittings will be open to the Press. Mr Thurston, Colonial Secretary for Fiji, will not represent that colony at the Conference in consequence of the absence of Sir G. W. Des Voeux, Governor. bbox=[791, 324, 938, 380]
article-paragraph: The well known reputation enjoyed by the Firm of Selling bbox=[169, 419, 316, 435]
article-paragraph: Has resulted in an increase of Business during the past season, and they are now Makers of fully TWENTY-ONE RETAIL BRANCHES in New Zealand, thus enabling them to increase the factory produce, economising both material and labour, and ensuring to their patrons a further benefit in the shape of a still LOWER RATE OF WHOLESALE PRICES. SHIRTS, UNDERCLOTHING, HATS, & CAPS, PORTMANTEAUX, And Every Requisite at Wholesale Price. THAMES BRANCH: Albert Street. N. P. JACK, Manager. bbox=[169, 457, 316, 546]
article-paragraph: AT a meeting of the shareholders in the Champion Copper Company, Nelson, held yesterday, it was unanimously resolved to wind up the present company and form a new one with a capital of £60,000. Of this amount the shareholders in the old company subscribe £20000, as against purchase of the property for that sum. Already over 30,000 shares have been applied for. bbox=[480, 501, 627, 566]
article-paragraph: This day. Bishop Luck, at a meeting of St. Patrick's parishioners yesterday, stated his intention of visiting Rome, and returning with a number of priests. It was not his intention to give them the site like Bishop Croke did, but to return with reinforcements; he could say so honestly and sincerely, and while he had life and health his services would be given to the diocese. Mrs Hammond lays the foundation stone of the Salvation Army barracks on Thursday next. bbox=[636, 67, 783, 139]
advertisement-headline: FIRST ARRIVAL bbox=[195, 553, 290, 569]
